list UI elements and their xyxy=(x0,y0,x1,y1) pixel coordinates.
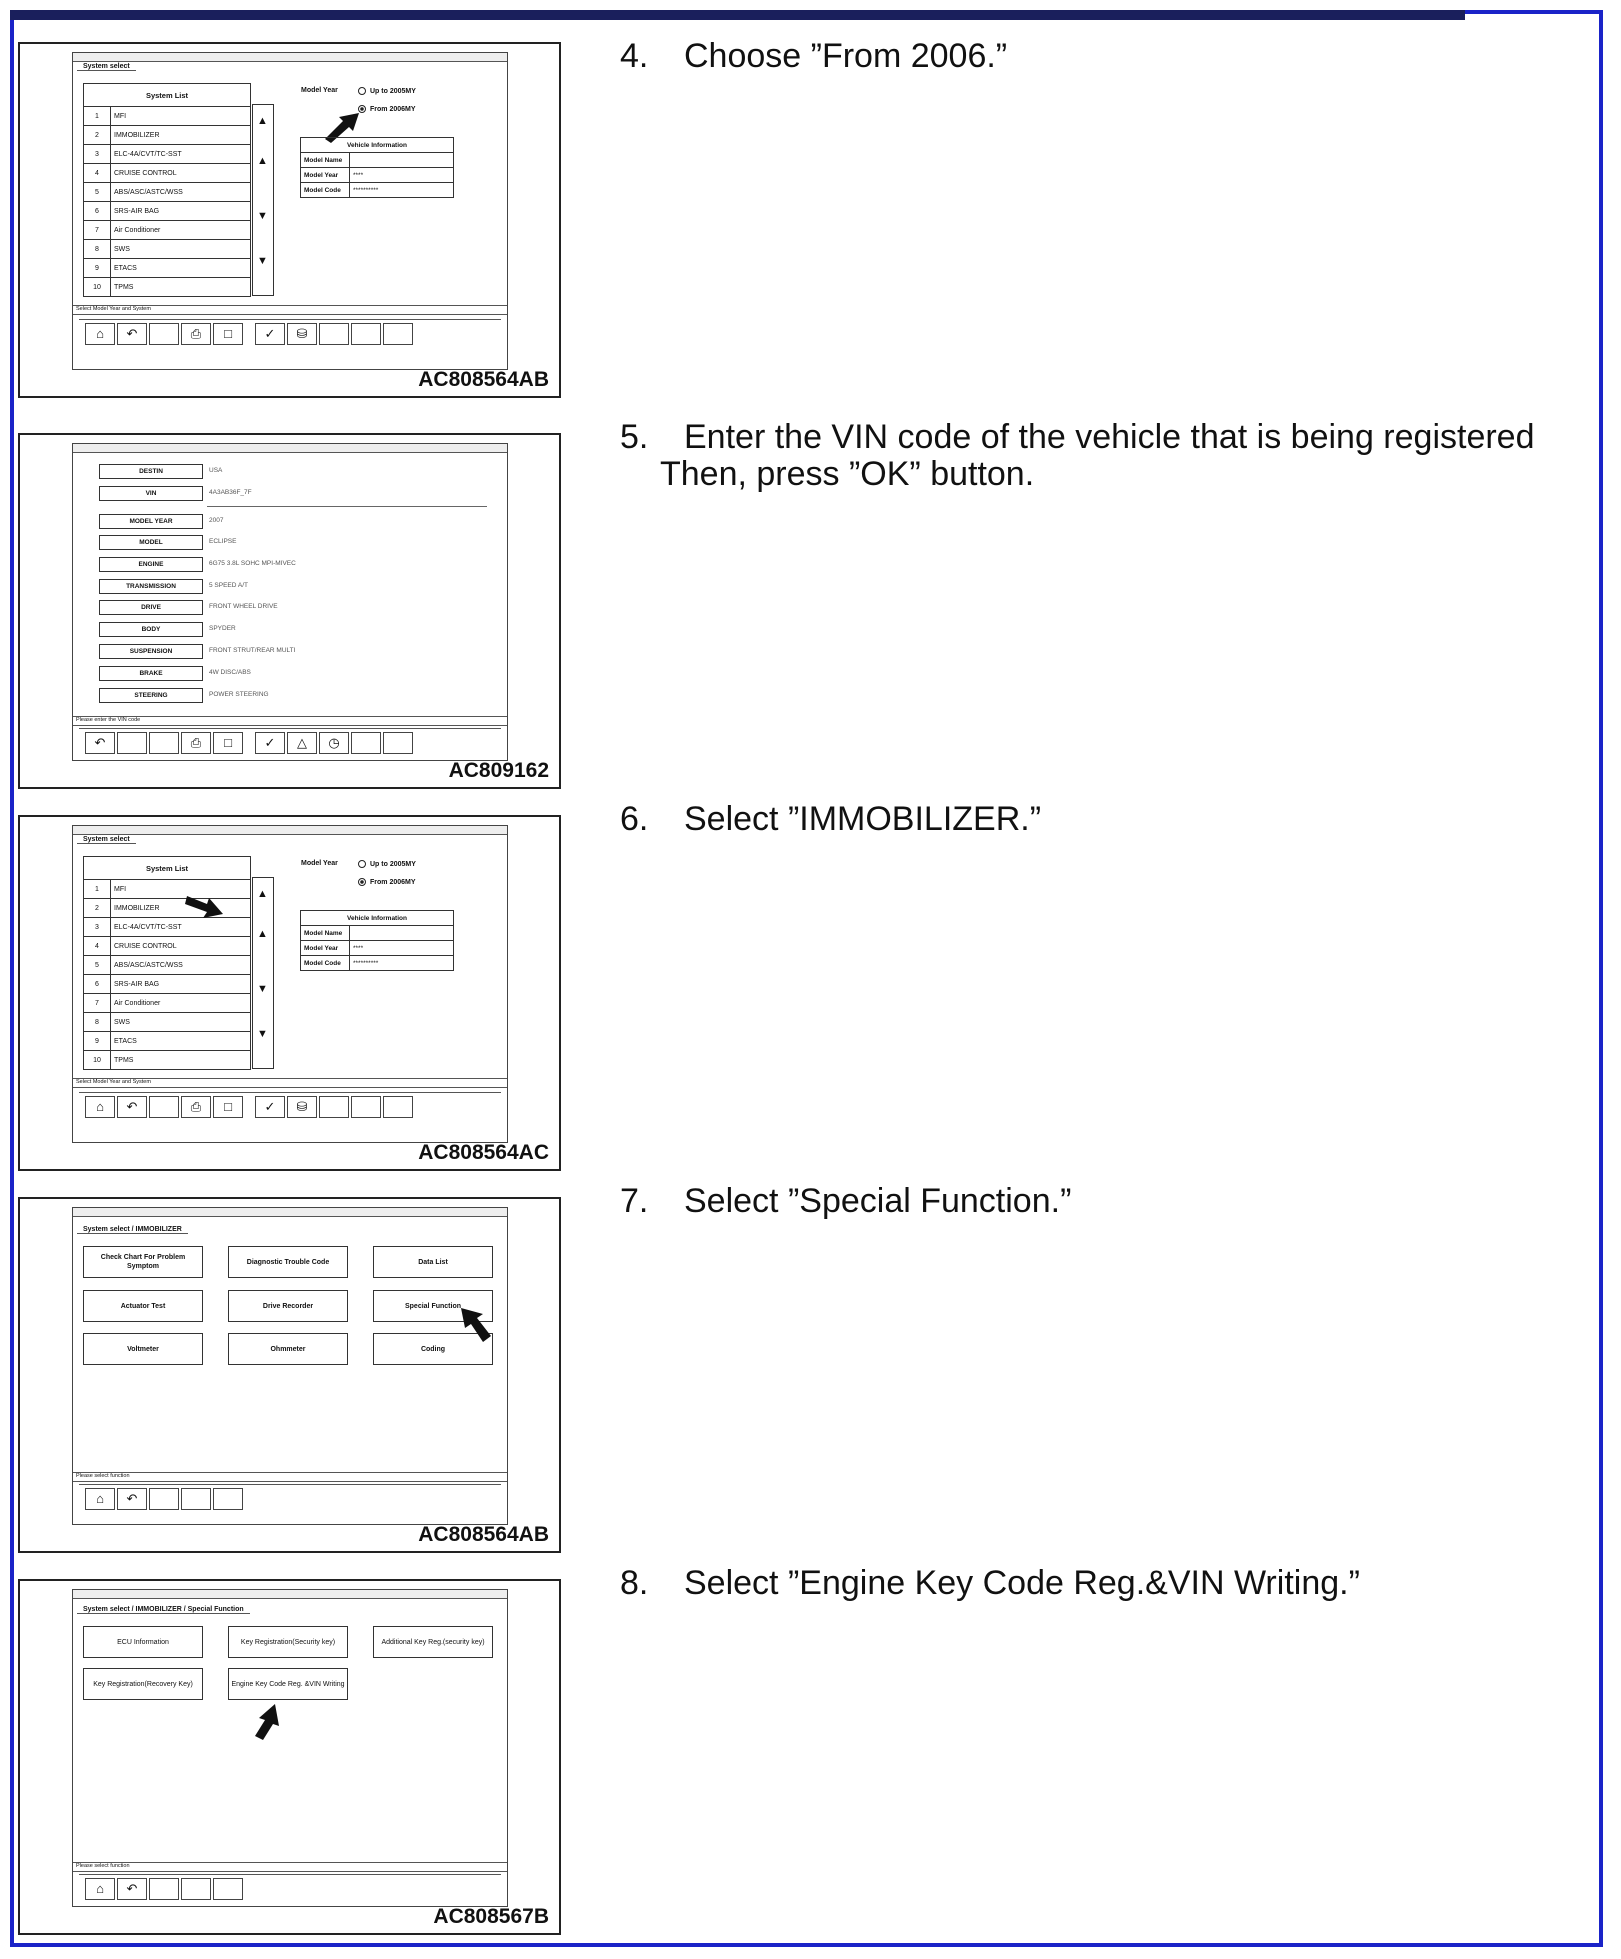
blank-button[interactable] xyxy=(213,1878,243,1900)
vin-row: MODEL YEAR 2007 xyxy=(99,514,223,529)
table-row[interactable]: 6 SRS-AIR BAG xyxy=(84,202,251,221)
pointer-arrow-icon xyxy=(457,1304,493,1344)
toolbar xyxy=(79,1874,501,1901)
table-row[interactable]: 9 ETACS xyxy=(84,259,251,278)
table-row[interactable]: 5 ABS/ASC/ASTC/WSS xyxy=(84,183,251,202)
table-row[interactable]: 5 ABS/ASC/ASTC/WSS xyxy=(84,956,251,975)
pointer-arrow-icon xyxy=(183,890,227,920)
model-year-label: Model Year xyxy=(301,860,338,867)
home-icon[interactable]: ⌂ xyxy=(85,323,115,345)
screenshot-system-select-model-year xyxy=(18,42,561,398)
table-row[interactable]: 4 CRUISE CONTROL xyxy=(84,164,251,183)
table-row[interactable]: 7 Air Conditioner xyxy=(84,994,251,1013)
radio-from-2006[interactable]: From 2006MY xyxy=(358,878,416,886)
key-registration-recovery-button[interactable]: Key Registration(Recovery Key) xyxy=(83,1668,203,1700)
print-icon[interactable]: ⎙ xyxy=(181,323,211,345)
table-row[interactable]: 9 ETACS xyxy=(84,1032,251,1051)
data-list-button[interactable]: Data List xyxy=(373,1246,493,1278)
blank-button[interactable] xyxy=(383,323,413,345)
engine-key-code-vin-button[interactable]: Engine Key Code Reg. &VIN Writing xyxy=(228,1668,348,1700)
check-chart-button[interactable]: Check Chart For Problem Symptom xyxy=(83,1246,203,1278)
blank-button[interactable] xyxy=(117,732,147,754)
memo-icon[interactable]: □ xyxy=(213,732,243,754)
screenshot-vin-entry xyxy=(18,433,561,789)
drive-recorder-button[interactable]: Drive Recorder xyxy=(228,1290,348,1322)
blank-button[interactable] xyxy=(383,1096,413,1118)
pointer-arrow-icon xyxy=(253,1702,283,1742)
toolbar xyxy=(79,1092,501,1119)
model-year-label: Model Year xyxy=(301,87,338,94)
list-scrollbar[interactable]: ▲ ▲ ▼ ▼ xyxy=(252,104,274,296)
key-registration-security-button[interactable]: Key Registration(Security key) xyxy=(228,1626,348,1658)
diagnostic-screen xyxy=(72,1207,508,1525)
blank-button[interactable] xyxy=(319,1096,349,1118)
instruction-5: 5. Enter the VIN code of the vehicle that is being registered Then, press ”OK” button. xyxy=(620,418,1535,493)
blank-button[interactable] xyxy=(181,1488,211,1510)
diagnostic-screen xyxy=(72,1589,508,1907)
table-row[interactable]: 10 TPMS xyxy=(84,1051,251,1070)
blank-button[interactable] xyxy=(351,323,381,345)
figure-code: AC809162 xyxy=(448,759,549,782)
home-icon[interactable]: ⌂ xyxy=(85,1096,115,1118)
step-4 xyxy=(0,37,1621,422)
blank-button[interactable] xyxy=(351,732,381,754)
ok-check-icon[interactable]: ✓ xyxy=(255,323,285,345)
vehicle-icon[interactable]: ⛁ xyxy=(287,323,317,345)
memo-icon[interactable]: □ xyxy=(213,1096,243,1118)
figure-code: AC808564AC xyxy=(418,1141,549,1164)
blank-button[interactable] xyxy=(149,323,179,345)
coding-button[interactable]: Coding xyxy=(373,1333,493,1365)
system-list xyxy=(83,83,251,297)
tab-system-select: System select xyxy=(77,63,136,71)
status-bar: Select Model Year and System xyxy=(73,1078,507,1088)
instruction-6: 6. Select ”IMMOBILIZER.” xyxy=(620,800,1042,838)
blank-button[interactable] xyxy=(213,1488,243,1510)
ok-check-icon[interactable]: ✓ xyxy=(255,1096,285,1118)
blank-button[interactable] xyxy=(149,1096,179,1118)
breadcrumb: System select / IMMOBILIZER / Special Function xyxy=(77,1606,250,1614)
back-icon[interactable]: ↶ xyxy=(117,323,147,345)
diagnostic-screen xyxy=(72,825,508,1143)
step-7 xyxy=(0,1182,1621,1577)
screenshot-system-select-immobilizer xyxy=(18,815,561,1171)
table-row[interactable]: 7 Air Conditioner xyxy=(84,221,251,240)
memo-icon[interactable]: □ xyxy=(213,323,243,345)
system-list-header: System List xyxy=(84,857,251,880)
back-icon[interactable]: ↶ xyxy=(85,732,115,754)
system-list-header: System List xyxy=(84,84,251,107)
system-list xyxy=(83,856,251,1070)
step-8 xyxy=(0,1564,1621,1959)
toolbar xyxy=(79,319,501,346)
special-function-button[interactable]: Special Function xyxy=(373,1290,493,1322)
top-rule xyxy=(10,10,1465,20)
ok-check-icon[interactable]: ✓ xyxy=(255,732,285,754)
ohmmeter-button[interactable]: Ohmmeter xyxy=(228,1333,348,1365)
table-row[interactable]: 10 TPMS xyxy=(84,278,251,297)
print-icon[interactable]: ⎙ xyxy=(181,732,211,754)
vin-row[interactable]: VIN 4A3AB36F_7F xyxy=(99,486,252,501)
ecu-information-button[interactable]: ECU Information xyxy=(83,1626,203,1658)
vin-row: BRAKE 4W DISC/ABS xyxy=(99,666,251,681)
table-row[interactable]: 6 SRS-AIR BAG xyxy=(84,975,251,994)
status-bar: Select Model Year and System xyxy=(73,305,507,315)
vin-row: TRANSMISSION 5 SPEED A/T xyxy=(99,579,248,594)
toolbar xyxy=(79,1484,501,1511)
step-6 xyxy=(0,800,1621,1195)
status-bar: Please select function xyxy=(73,1862,507,1872)
blank-button[interactable] xyxy=(181,1878,211,1900)
toolbar xyxy=(79,728,501,755)
table-row[interactable]: 4 CRUISE CONTROL xyxy=(84,937,251,956)
print-icon[interactable]: ⎙ xyxy=(181,1096,211,1118)
vin-row: SUSPENSION FRONT STRUT/REAR MULTI xyxy=(99,644,295,659)
vin-row: DESTIN USA xyxy=(99,464,222,479)
clock-icon[interactable]: ◷ xyxy=(319,732,349,754)
blank-button[interactable] xyxy=(383,732,413,754)
figure-code: AC808567B xyxy=(433,1905,549,1928)
blank-button[interactable] xyxy=(351,1096,381,1118)
step-5 xyxy=(0,418,1621,813)
vehicle-info-table: Vehicle Information Model Name Model Year **** Model Code ********** xyxy=(300,910,454,971)
screenshot-function-select xyxy=(18,1197,561,1553)
table-row[interactable]: 3 ELC-4A/CVT/TC-SST xyxy=(84,145,251,164)
back-icon[interactable]: ↶ xyxy=(117,1878,147,1900)
instruction-7: 7. Select ”Special Function.” xyxy=(620,1182,1072,1220)
figure-code: AC808564AB xyxy=(418,368,549,391)
table-row[interactable]: 8 SWS xyxy=(84,1013,251,1032)
back-icon[interactable]: ↶ xyxy=(117,1096,147,1118)
breadcrumb: System select / IMMOBILIZER xyxy=(77,1226,188,1234)
instruction-4: 4. Choose ”From 2006.” xyxy=(620,37,1008,75)
status-bar: Please select function xyxy=(73,1472,507,1482)
diagnostic-screen xyxy=(72,443,508,761)
dtc-button[interactable]: Diagnostic Trouble Code xyxy=(228,1246,348,1278)
radio-up-to-2005[interactable]: Up to 2005MY xyxy=(358,87,416,95)
vin-row: DRIVE FRONT WHEEL DRIVE xyxy=(99,600,278,615)
back-icon[interactable]: ↶ xyxy=(117,1488,147,1510)
diagnostic-screen xyxy=(72,52,508,370)
home-icon[interactable]: ⌂ xyxy=(85,1878,115,1900)
table-row[interactable]: 1 MFI xyxy=(84,107,251,126)
instruction-8: 8. Select ”Engine Key Code Reg.&VIN Writing.” xyxy=(620,1564,1360,1602)
vin-row: ENGINE 6G75 3.8L SOHC MPI-MIVEC xyxy=(99,557,296,572)
list-scrollbar[interactable]: ▲ ▲ ▼ ▼ xyxy=(252,877,274,1069)
vin-row: MODEL ECLIPSE xyxy=(99,535,236,550)
blank-button[interactable] xyxy=(319,323,349,345)
radio-up-to-2005[interactable]: Up to 2005MY xyxy=(358,860,416,868)
table-row[interactable]: 2 IMMOBILIZER xyxy=(84,126,251,145)
table-row[interactable]: 2 IMMOBILIZER xyxy=(84,899,251,918)
vehicle-icon[interactable]: ⛁ xyxy=(287,1096,317,1118)
vehicle-info-table: Vehicle Information Model Name Model Year **** Model Code ********** xyxy=(300,137,454,198)
blank-button[interactable] xyxy=(149,732,179,754)
status-bar: Please enter the VIN code xyxy=(73,716,507,726)
vin-row: STEERING POWER STEERING xyxy=(99,688,269,703)
figure-code: AC808564AB xyxy=(418,1523,549,1546)
home-icon[interactable]: ⌂ xyxy=(85,1488,115,1510)
blank-button[interactable] xyxy=(149,1878,179,1900)
erase-icon[interactable]: △ xyxy=(287,732,317,754)
radio-from-2006[interactable]: From 2006MY xyxy=(358,105,416,113)
vin-row: BODY SPYDER xyxy=(99,622,236,637)
table-row[interactable]: 3 ELC-4A/CVT/TC-SST xyxy=(84,918,251,937)
screenshot-special-function xyxy=(18,1579,561,1935)
voltmeter-button[interactable]: Voltmeter xyxy=(83,1333,203,1365)
table-row[interactable]: 1 MFI xyxy=(84,880,251,899)
additional-key-reg-button[interactable]: Additional Key Reg.(security key) xyxy=(373,1626,493,1658)
actuator-test-button[interactable]: Actuator Test xyxy=(83,1290,203,1322)
tab-system-select: System select xyxy=(77,836,136,844)
table-row[interactable]: 8 SWS xyxy=(84,240,251,259)
blank-button[interactable] xyxy=(149,1488,179,1510)
